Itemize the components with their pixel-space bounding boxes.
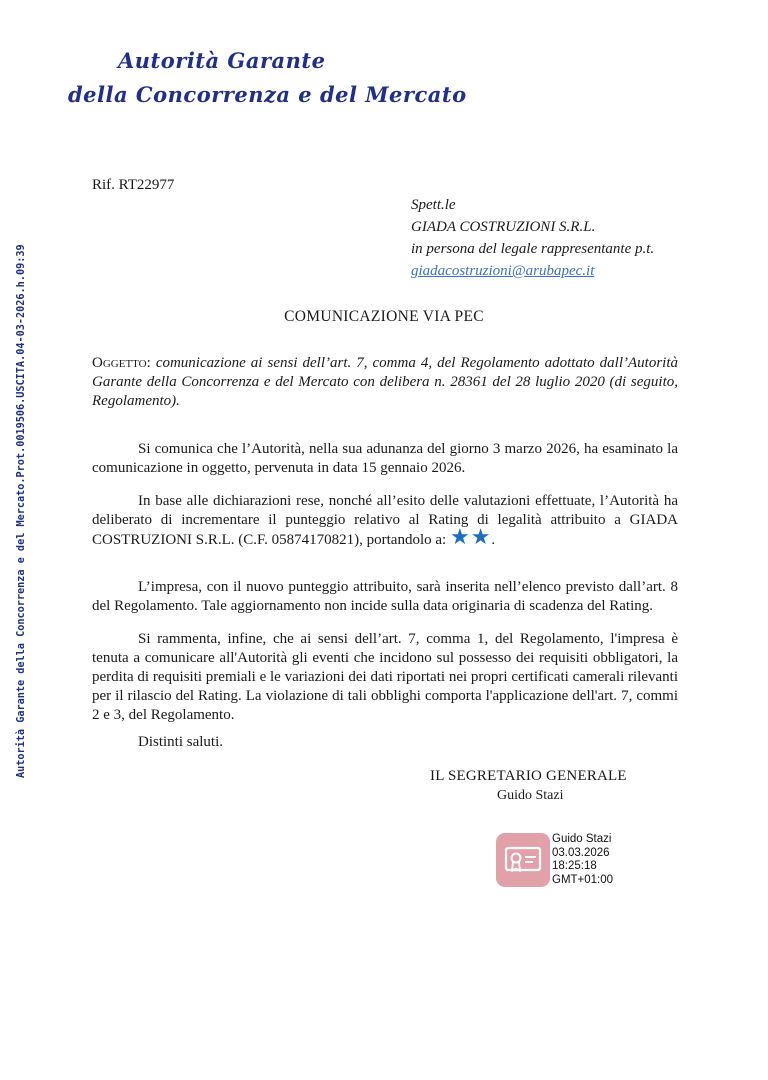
subject-label: Oggetto xyxy=(92,355,147,371)
reference-number: Rif. RT22977 xyxy=(92,177,175,193)
signature-date: 03.03.2026 xyxy=(552,846,610,859)
subject-block: Oggetto: comunicazione ai sensi dell’art. 7, comma 4, del Regolamento adottato dall’Autorità Garante della Concorrenza e del Mercato con delibera n. 28361 del 28 luglio 2020 (di seguito, Regolamento). xyxy=(92,355,678,409)
recipient-company: GIADA COSTRUZIONI S.R.L. xyxy=(411,219,596,235)
recipient-salutation: Spett.le xyxy=(411,197,456,213)
signature-timezone: GMT+01:00 xyxy=(552,873,614,886)
recipient-block xyxy=(411,194,654,282)
body-paragraph-4: Si rammenta, infine, che ai sensi dell’art. 7, comma 1, del Regolamento, l'impresa è tenuta a comunicare all'Autorità gli eventi che incidono sul possesso dei requisiti obbligatori, la perdita di requisiti premiali e le variazioni dei dati riportati nei propri certificati camerali rilevanti per il rilascio del Rating. La violazione di tali obblighi comporta l'applicazione dell'art. 7, commi 2 e 3, del Regolamento. xyxy=(92,631,678,723)
digital-signature-text xyxy=(552,833,613,887)
rating-stars-icon: ★★ xyxy=(449,524,492,549)
digital-signature-badge xyxy=(496,833,550,887)
closing-greeting: Distinti saluti. xyxy=(138,734,224,750)
logo-line-2: della Concorrenza e del Mercato xyxy=(68,82,467,107)
rating-sentence: In base alle dichiarazioni rese, nonché all’esito delle valutazioni effettuate, l’Autorità ha deliberato di incrementare il punteggio relativo al Rating di legalità attribuito a GIADA COSTRUZIONI S.R.L. (C.F. 05874170821), portandolo a: xyxy=(92,493,678,548)
logo-line-1: Autorità Garante xyxy=(118,48,326,73)
recipient-person: in persona del legale rappresentante p.t. xyxy=(411,241,655,257)
pec-title: COMUNICAZIONE VIA PEC xyxy=(284,308,484,325)
body-paragraph-3: L’impresa, con il nuovo punteggio attribuito, sarà inserita nell’elenco previsto dall’art. 8 del Regolamento. Tale aggiornamento non incide sulla data originaria di scadenza del Rating. xyxy=(92,579,678,614)
signer-name: Guido Stazi xyxy=(497,788,564,803)
certificate-icon xyxy=(503,842,543,878)
signature-time: 18:25:18 xyxy=(552,860,597,872)
subject-text: comunicazione ai sensi dell’art. 7, comma 4, del Regolamento adottato dall’Autorità Garante della Concorrenza e del Mercato con delibera n. 28361 del 28 luglio 2020 (di seguito, Regolamento). xyxy=(92,355,678,409)
signer-title: IL SEGRETARIO GENERALE xyxy=(430,768,627,784)
recipient-email-link[interactable]: giadacostruzioni@arubapec.it xyxy=(411,263,595,279)
body-paragraph-2: In base alle dichiarazioni rese, nonché all’esito delle valutazioni effettuate, l’Autorità ha deliberato di incrementare il punteggio relativo al Rating di legalità attribuito a GIADA COSTRUZIONI S.R.L. (C.F. 05874170821), portandolo a: ★★. xyxy=(92,493,678,549)
protocol-stamp: Autorità Garante della Concorrenza e del Mercato.Prot.0019506.USCITA.04-03-2026.h.09:39 xyxy=(16,244,27,778)
signature-name: Guido Stazi xyxy=(552,833,612,845)
body-paragraph-1: Si comunica che l’Autorità, nella sua adunanza del giorno 3 marzo 2026, ha esaminato la comunicazione in oggetto, pervenuta in data 15 gennaio 2026. xyxy=(92,441,678,476)
